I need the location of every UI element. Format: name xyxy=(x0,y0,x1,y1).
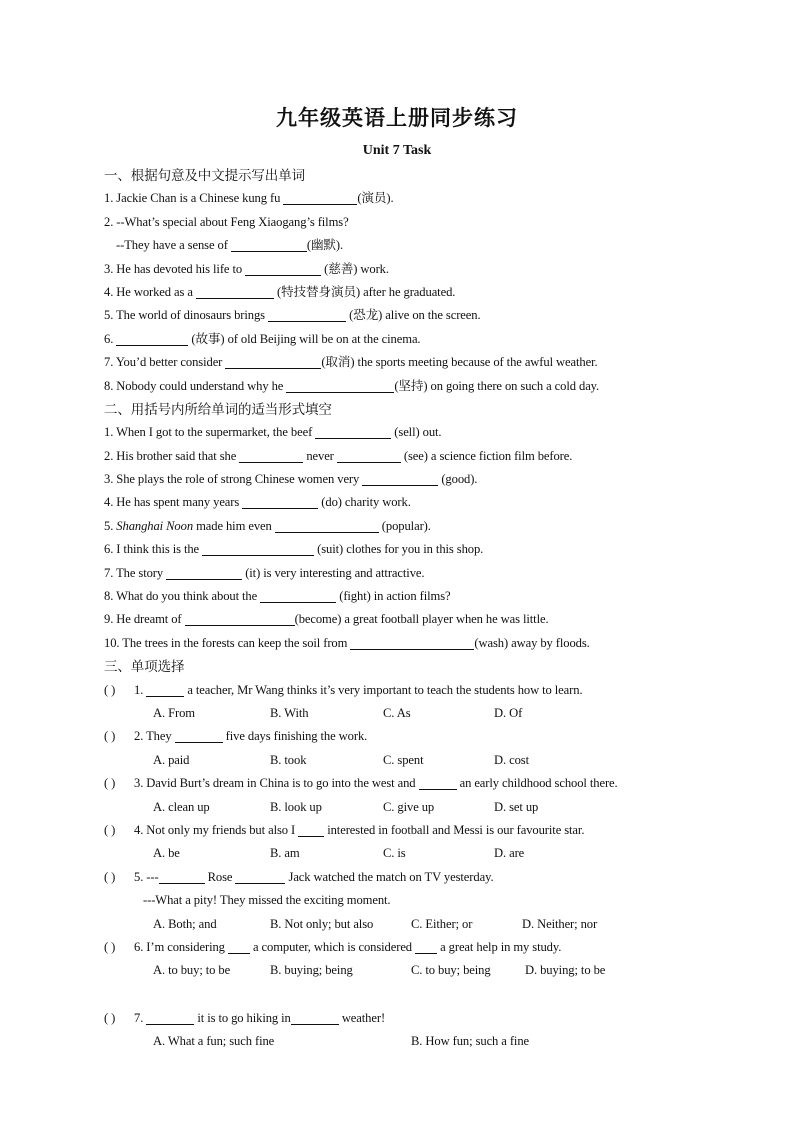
question-text: a teacher, Mr Wang thinks it’s very important to teach the students how to learn. xyxy=(184,682,583,697)
question-text: interested in football and Messi is our favourite star. xyxy=(324,822,585,837)
answer-bracket[interactable]: ( ) xyxy=(104,729,116,744)
mc-options-6 xyxy=(104,959,704,982)
s1-item-8 xyxy=(104,375,704,398)
answer-blank xyxy=(146,682,184,697)
s1-text: --They have a sense of xyxy=(116,238,231,253)
option-d[interactable]: D. are xyxy=(494,846,525,861)
question-text: 4. Not only my friends but also I xyxy=(134,822,299,837)
mc-question-3 xyxy=(104,772,704,795)
s1-text: (幽默). xyxy=(306,238,344,253)
page-title: 九年级英语上册同步练习 xyxy=(276,106,518,130)
option-d[interactable]: D. set up xyxy=(494,799,539,814)
answer-blank[interactable] xyxy=(268,307,346,322)
mc-options-2 xyxy=(104,749,704,772)
s1-text: (特技替身演员) after he graduated. xyxy=(273,284,456,299)
s1-item-5 xyxy=(104,304,704,327)
s2-text: (become) a great football player when he was little. xyxy=(294,612,549,627)
s2-text: 10. The trees in the forests can keep the soil from xyxy=(104,635,351,650)
s2-item-3 xyxy=(104,468,704,491)
s2-text: (do) charity work. xyxy=(318,495,411,510)
option-a[interactable]: A. be xyxy=(153,846,180,861)
question-text: 5. --- xyxy=(134,869,159,884)
answer-bracket[interactable]: ( ) xyxy=(104,682,116,697)
question-text: it is to go hiking in xyxy=(194,1010,291,1025)
answer-bracket[interactable]: ( ) xyxy=(104,939,116,954)
s1-text: 5. The world of dinosaurs brings xyxy=(104,308,269,323)
answer-blank[interactable] xyxy=(116,331,188,346)
option-d[interactable]: D. Neither; nor xyxy=(522,916,598,931)
mc-question-4 xyxy=(104,819,704,842)
answer-blank xyxy=(235,869,285,884)
s1-text: 2. --What’s special about Feng Xiaogang’s films? xyxy=(104,214,349,229)
mc-question-7 xyxy=(104,1007,704,1030)
option-b[interactable]: B. With xyxy=(270,705,309,720)
s2-text: (good). xyxy=(438,472,478,487)
question-text: a great help in my study. xyxy=(437,939,562,954)
option-b[interactable]: B. took xyxy=(270,752,307,767)
answer-blank xyxy=(298,822,324,837)
s2-text: (suit) clothes for you in this shop. xyxy=(314,542,484,557)
s2-text: (it) is very interesting and attractive. xyxy=(242,565,425,580)
option-c[interactable]: C. As xyxy=(383,705,411,720)
option-c[interactable]: C. is xyxy=(383,846,406,861)
s1-item-7 xyxy=(104,351,704,374)
unit-subtitle: Unit 7 Task xyxy=(362,143,432,158)
s2-text: 8. What do you think about the xyxy=(104,589,261,604)
s1-item-4 xyxy=(104,281,704,304)
option-b[interactable]: B. How fun; such a fine xyxy=(411,1034,530,1049)
s1-item-6 xyxy=(104,328,704,351)
option-d[interactable]: D. buying; to be xyxy=(525,963,606,978)
answer-blank xyxy=(175,728,223,743)
answer-blank[interactable] xyxy=(260,588,336,603)
mc-question-6 xyxy=(104,936,704,959)
option-c[interactable]: C. Either; or xyxy=(411,916,473,931)
mc-question-1 xyxy=(104,679,704,702)
s2-text: 3. She plays the role of strong Chinese women very xyxy=(104,472,363,487)
s2-item-5 xyxy=(104,515,704,538)
s2-item-2 xyxy=(104,445,704,468)
option-a[interactable]: A. to buy; to be xyxy=(153,963,231,978)
s2-text: never xyxy=(303,448,337,463)
question-text: 7. xyxy=(134,1010,147,1025)
mc-options-1 xyxy=(104,702,704,725)
question-text: 3. David Burt’s dream in China is to go into the west and xyxy=(134,776,419,791)
answer-blank[interactable] xyxy=(337,448,401,463)
answer-bracket[interactable]: ( ) xyxy=(104,869,116,884)
answer-blank xyxy=(146,1010,194,1025)
s2-item-7 xyxy=(104,562,704,585)
s1-text: 4. He worked as a xyxy=(104,284,196,299)
section1-heading: 一、根据句意及中文提示写出单词 xyxy=(104,168,305,183)
s1-text: (慈善) work. xyxy=(321,261,389,276)
s2-text: (wash) away by floods. xyxy=(474,635,590,650)
s2-item-1 xyxy=(104,421,704,444)
option-b[interactable]: B. look up xyxy=(270,799,322,814)
answer-blank xyxy=(415,939,437,954)
s1-text: 6. xyxy=(104,331,117,346)
section2-heading: 二、用括号内所给单词的适当形式填空 xyxy=(104,401,332,417)
answer-blank[interactable] xyxy=(275,518,379,533)
option-d[interactable]: D. cost xyxy=(494,752,529,767)
question-text: an early childhood school there. xyxy=(456,776,618,791)
s1-text: 8. Nobody could understand why he xyxy=(104,378,287,393)
answer-blank[interactable] xyxy=(283,190,357,205)
answer-blank[interactable] xyxy=(225,354,321,369)
s2-text: 4. He has spent many years xyxy=(104,495,243,510)
answer-bracket[interactable]: ( ) xyxy=(104,822,116,837)
answer-blank[interactable] xyxy=(166,565,242,580)
s2-text: 2. His brother said that she xyxy=(104,448,240,463)
s1-text: 7. You’d better consider xyxy=(104,355,226,370)
s2-text: 9. He dreamt of xyxy=(104,612,185,627)
answer-blank[interactable] xyxy=(185,611,295,626)
s2-text: (see) a science fiction film before. xyxy=(400,448,573,463)
worksheet-content xyxy=(104,164,704,1053)
option-b[interactable]: B. Not only; but also xyxy=(270,916,374,931)
s2-number: 5. xyxy=(104,518,117,533)
s2-text: 1. When I got to the supermarket, the beef xyxy=(104,425,316,440)
s2-item-4 xyxy=(104,491,704,514)
option-a[interactable]: A. From xyxy=(153,705,195,720)
option-b[interactable]: B. buying; being xyxy=(270,963,353,978)
question-text: weather! xyxy=(338,1010,386,1025)
option-c[interactable]: C. to buy; being xyxy=(411,963,491,978)
s1-text: (取消) the sports meeting because of the awful weather. xyxy=(321,355,598,370)
option-c[interactable]: C. give up xyxy=(383,799,435,814)
s2-text: (sell) out. xyxy=(391,425,442,440)
answer-blank[interactable] xyxy=(350,635,474,650)
s2-text: (popular). xyxy=(378,518,431,533)
s2-item-6 xyxy=(104,538,704,561)
answer-blank[interactable] xyxy=(196,284,274,299)
s1-text: (演员). xyxy=(357,191,394,206)
mc-question-5 xyxy=(104,866,704,889)
answer-blank[interactable] xyxy=(231,237,307,252)
s2-item-10 xyxy=(104,632,704,655)
answer-blank xyxy=(228,939,250,954)
s1-text: 3. He has devoted his life to xyxy=(104,261,246,276)
film-title: Shanghai Noon xyxy=(116,518,194,533)
question-text: a computer, which is considered xyxy=(249,939,416,954)
answer-blank[interactable] xyxy=(202,541,314,556)
s1-item-2-reply xyxy=(104,234,704,257)
s1-item-3 xyxy=(104,258,704,281)
s2-item-8 xyxy=(104,585,704,608)
s1-item-2 xyxy=(104,211,704,234)
answer-bracket[interactable]: ( ) xyxy=(104,1010,116,1025)
answer-blank xyxy=(159,869,205,884)
section3-heading: 三、单项选择 xyxy=(104,659,185,675)
option-a[interactable]: A. paid xyxy=(153,752,190,767)
answer-blank[interactable] xyxy=(286,378,394,393)
answer-blank[interactable] xyxy=(362,471,438,486)
question-text: Rose xyxy=(204,869,236,884)
s2-text: made him even xyxy=(193,518,275,533)
s1-item-1 xyxy=(104,187,704,210)
option-a[interactable]: A. What a fun; such fine xyxy=(153,1034,275,1049)
answer-blank[interactable] xyxy=(242,494,318,509)
option-c[interactable]: C. spent xyxy=(383,752,424,767)
answer-blank[interactable] xyxy=(245,261,321,276)
s2-text: (fight) in action films? xyxy=(336,589,451,604)
s1-text: (故事) of old Beijing will be on at the cinema. xyxy=(188,331,421,346)
s1-text: (坚持) on going there on such a cold day. xyxy=(394,378,600,393)
answer-blank xyxy=(291,1010,339,1025)
question-text: 2. They xyxy=(134,729,175,744)
mc-question-2 xyxy=(104,725,704,748)
option-b[interactable]: B. am xyxy=(270,846,300,861)
mc-options-5 xyxy=(104,913,704,936)
spacer xyxy=(104,983,704,1007)
option-d[interactable]: D. Of xyxy=(494,705,523,720)
question-text: 1. xyxy=(134,682,147,697)
s2-item-9 xyxy=(104,608,704,631)
answer-blank[interactable] xyxy=(315,424,391,439)
answer-blank[interactable] xyxy=(239,448,303,463)
mc-options-7 xyxy=(104,1030,704,1053)
mc-options-4 xyxy=(104,842,704,865)
option-a[interactable]: A. clean up xyxy=(153,799,210,814)
s2-text: 6. I think this is the xyxy=(104,542,203,557)
s2-text: 7. The story xyxy=(104,565,167,580)
question-text: Jack watched the match on TV yesterday. xyxy=(285,869,494,884)
question-text: 6. I’m considering xyxy=(134,939,228,954)
s1-text: 1. Jackie Chan is a Chinese kung fu xyxy=(104,191,284,206)
question-text: five days finishing the work. xyxy=(222,729,368,744)
answer-blank xyxy=(419,775,457,790)
answer-bracket[interactable]: ( ) xyxy=(104,776,116,791)
s1-text: (恐龙) alive on the screen. xyxy=(346,308,481,323)
mc-question-5-reply: ---What a pity! They missed the exciting moment. xyxy=(143,893,391,908)
mc-options-3 xyxy=(104,796,704,819)
option-a[interactable]: A. Both; and xyxy=(153,916,217,931)
